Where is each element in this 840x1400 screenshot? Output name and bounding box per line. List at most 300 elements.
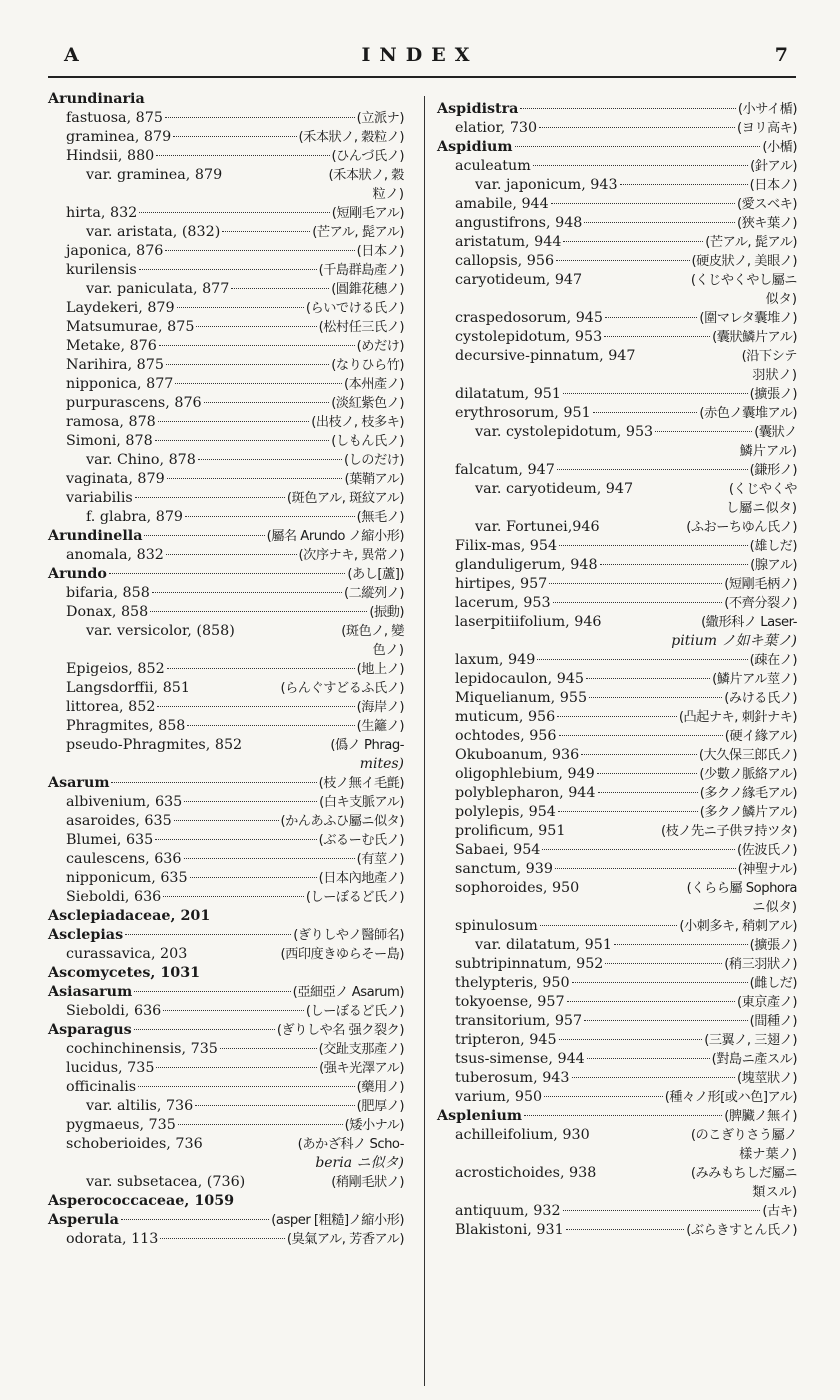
species-entry — [48, 166, 404, 185]
entry-gloss: (無毛ノ) — [356, 510, 404, 525]
entry-name: asaroides, 635 — [66, 813, 172, 829]
entry-name: var. dilatatum, 951 — [475, 937, 612, 953]
genus-entry — [437, 138, 797, 157]
entry-name: f. glabra, 879 — [86, 509, 184, 525]
species-entry — [437, 157, 797, 176]
dot-leader — [597, 773, 698, 774]
entry-name: dilatatum, 951 — [455, 386, 561, 402]
entry-name: Filix-mas, 954 — [455, 538, 558, 554]
entry-name: caulescens, 636 — [66, 851, 182, 867]
entry-name: Asclepias — [48, 927, 124, 943]
entry-name: Blumei, 635 — [66, 832, 154, 848]
genus-entry — [48, 565, 404, 584]
species-entry — [48, 489, 404, 508]
entry-gloss: (狹キ葉ノ) — [736, 216, 797, 231]
species-entry — [48, 660, 404, 679]
species-entry — [437, 727, 797, 746]
dot-leader — [581, 754, 697, 755]
entry-gloss: (稍三羽狀ノ) — [724, 957, 797, 972]
entry-name: var. versicolor, (858) — [86, 623, 235, 639]
entry-gloss: (三翼ノ, 三翅ノ) — [704, 1033, 797, 1048]
species-entry — [437, 1069, 797, 1088]
entry-gloss: (沿下シテ — [741, 349, 797, 364]
entry-name: var. japonicum, 943 — [475, 177, 618, 193]
entry-gloss: (めだけ) — [356, 339, 404, 354]
entry-gloss: (佐波氏ノ) — [736, 843, 797, 858]
entry-gloss: (あかざ科ノ Scho- — [297, 1137, 404, 1152]
dot-leader — [195, 1105, 354, 1106]
entry-gloss: (多クノ鱗片アル) — [699, 805, 797, 820]
genus-entry — [48, 90, 404, 109]
entry-gloss: (本州產ノ) — [343, 377, 404, 392]
entry-gloss: (不齊分裂ノ) — [724, 596, 797, 611]
entry-name: var. caryotideum, 947 — [475, 481, 634, 497]
dot-leader — [138, 1086, 355, 1087]
entry-gloss: (古キ) — [762, 1204, 797, 1219]
dot-leader — [139, 212, 330, 213]
entry-gloss: (ぎりしやノ醫師名) — [293, 928, 404, 943]
entry-gloss-continuation: 樣ナ葉ノ) — [739, 1147, 797, 1162]
species-entry — [437, 689, 797, 708]
entry-name: varium, 950 — [455, 1089, 543, 1105]
entry-name: anomala, 832 — [66, 547, 164, 563]
genus-entry — [48, 1192, 404, 1211]
entry-name: Asperococcaceae, 1059 — [48, 1193, 235, 1209]
entry-name: Hindsii, 880 — [66, 148, 155, 164]
species-entry — [48, 318, 404, 337]
entry-gloss-continuation: 鱗片アル) — [739, 444, 797, 459]
entry-name: decursive-pinnatum, 947 — [455, 348, 636, 364]
species-entry — [48, 546, 404, 565]
entry-name: cystolepidotum, 953 — [455, 329, 603, 345]
species-entry — [48, 1173, 404, 1192]
entry-gloss: (擴張ノ) — [749, 387, 797, 402]
entry-gloss: (のこぎりさう屬ノ — [690, 1128, 797, 1143]
dot-leader — [220, 1048, 317, 1049]
species-entry — [48, 888, 404, 907]
entry-gloss: (疎在ノ) — [749, 653, 797, 668]
species-entry — [48, 204, 404, 223]
entry-gloss: (振動) — [369, 605, 404, 620]
genus-entry — [48, 1211, 404, 1230]
entry-name: fastuosa, 875 — [66, 110, 163, 126]
entry-name: aculeatum — [455, 158, 531, 174]
entry-name: vaginata, 879 — [66, 471, 165, 487]
species-entry — [48, 508, 404, 527]
dot-leader — [184, 858, 355, 859]
entry-gloss: (小サイ楯) — [737, 102, 797, 117]
genus-entry — [48, 1021, 404, 1040]
left-column — [48, 90, 404, 1249]
entry-gloss: (間種ノ) — [749, 1014, 797, 1029]
header-title: INDEX — [361, 44, 479, 66]
entry-name: purpurascens, 876 — [66, 395, 202, 411]
entry-name: tokyoense, 957 — [455, 994, 565, 1010]
dot-leader — [587, 1058, 710, 1059]
dot-leader — [156, 155, 329, 156]
entry-gloss: (asper [粗糙]ノ縮小形) — [271, 1213, 404, 1228]
entry-name: pygmaeus, 735 — [66, 1117, 176, 1133]
entry-gloss: (短剛毛アル) — [331, 206, 404, 221]
entry-name: Asclepiadaceae, 201 — [48, 908, 211, 924]
genus-entry — [48, 926, 404, 945]
entry-name: tsus-simense, 944 — [455, 1051, 585, 1067]
species-entry — [437, 1202, 797, 1221]
species-entry — [437, 613, 797, 632]
entry-gloss: (ひんづ氏ノ) — [331, 149, 404, 164]
entry-gloss: (斑色アル, 斑紋アル) — [286, 491, 404, 506]
entry-name: polyblepharon, 944 — [455, 785, 596, 801]
species-entry — [48, 147, 404, 166]
entry-gloss: (塊莖狀ノ) — [736, 1071, 797, 1086]
dot-leader — [584, 222, 735, 223]
genus-entry — [48, 774, 404, 793]
dot-leader — [563, 1210, 761, 1211]
entry-name: Donax, 858 — [66, 604, 149, 620]
entry-name: achilleifolium, 930 — [455, 1127, 590, 1143]
entry-name: acrostichoides, 938 — [455, 1165, 597, 1181]
entry-gloss: (禾本狀ノ, 穀粒ノ) — [298, 130, 404, 145]
entry-gloss: (しーぼるど氏ノ) — [305, 1004, 404, 1019]
dot-leader — [551, 203, 735, 204]
entry-name: Asplenium — [437, 1108, 523, 1124]
entry-name: callopsis, 956 — [455, 253, 555, 269]
dot-leader — [157, 706, 354, 707]
species-entry — [48, 242, 404, 261]
entry-name: nipponica, 877 — [66, 376, 174, 392]
dot-leader — [165, 250, 354, 251]
entry-gloss: (枝ノ無イ毛氈) — [318, 776, 404, 791]
entry-gloss: (擴張ノ) — [749, 938, 797, 953]
species-entry — [437, 784, 797, 803]
species-entry — [48, 1097, 404, 1116]
entry-gloss: (硬皮狀ノ, 美眼ノ) — [691, 254, 797, 269]
dot-leader — [584, 1020, 748, 1021]
entry-gloss: (みける氏ノ) — [724, 691, 797, 706]
dot-leader — [655, 431, 752, 432]
dot-leader — [520, 108, 735, 109]
dot-leader — [620, 184, 748, 185]
entry-gloss: (二縱列ノ) — [343, 586, 404, 601]
dot-leader — [190, 877, 317, 878]
species-entry — [437, 860, 797, 879]
dot-leader — [600, 564, 749, 565]
species-entry — [437, 708, 797, 727]
entry-gloss-continuation: 色ノ) — [372, 643, 404, 658]
entry-name: var. paniculata, 877 — [86, 281, 230, 297]
entry-name: Sieboldi, 636 — [66, 889, 162, 905]
species-entry — [48, 603, 404, 622]
species-entry — [437, 746, 797, 765]
dot-leader — [555, 868, 736, 869]
entry-name: subtripinnatum, 952 — [455, 956, 604, 972]
entry-name: sanctum, 939 — [455, 861, 553, 877]
species-entry — [437, 518, 797, 537]
header-rule — [48, 76, 796, 78]
species-entry — [437, 670, 797, 689]
species-entry — [48, 1116, 404, 1135]
species-entry — [437, 841, 797, 860]
entry-name: polylepis, 954 — [455, 804, 556, 820]
dot-leader — [549, 583, 722, 584]
entry-gloss: (脾臟ノ無イ) — [724, 1109, 797, 1124]
species-entry — [437, 119, 797, 138]
dot-leader — [557, 716, 677, 717]
species-entry — [48, 679, 404, 698]
species-entry — [48, 375, 404, 394]
species-entry — [437, 480, 797, 499]
species-entry — [48, 413, 404, 432]
dot-leader — [515, 146, 761, 147]
dot-leader — [166, 364, 329, 365]
entry-gloss: (なりひら竹) — [331, 358, 404, 373]
entry-name: kurilensis — [66, 262, 137, 278]
entry-gloss: (松村任三氏ノ) — [318, 320, 404, 335]
dot-leader — [593, 412, 698, 413]
dot-leader — [539, 127, 735, 128]
entry-gloss: (强キ光澤アル) — [319, 1061, 404, 1076]
entry-name: thelypteris, 950 — [455, 975, 570, 991]
entry-gloss: (有莖ノ) — [356, 852, 404, 867]
species-entry — [48, 337, 404, 356]
dot-leader — [566, 1229, 685, 1230]
entry-gloss: (ぎりしや名 强ク裂ク) — [276, 1023, 404, 1038]
entry-gloss: (芒アル, 髭アル) — [312, 225, 404, 240]
species-entry — [48, 717, 404, 736]
entry-name: hirta, 832 — [66, 205, 138, 221]
species-entry — [437, 936, 797, 955]
dot-leader — [111, 782, 316, 783]
entry-gloss: (日本ノ) — [356, 244, 404, 259]
entry-name: lacerum, 953 — [455, 595, 551, 611]
species-entry — [48, 394, 404, 413]
entry-name: officinalis — [66, 1079, 137, 1095]
species-entry — [437, 309, 797, 328]
entry-name: var. cystolepidotum, 953 — [475, 424, 654, 440]
entry-name: Blakistoni, 931 — [455, 1222, 564, 1238]
entry-gloss: (圓錐花穗ノ) — [331, 282, 404, 297]
species-entry — [437, 404, 797, 423]
species-entry — [437, 1088, 797, 1107]
entry-gloss-continuation: beria ニ似タ) — [315, 1155, 404, 1171]
dot-leader — [586, 678, 710, 679]
species-entry — [437, 993, 797, 1012]
entry-name: antiquum, 932 — [455, 1203, 561, 1219]
entry-name: Asarum — [48, 775, 110, 791]
entry-gloss: (生籬ノ) — [356, 719, 404, 734]
entry-gloss: (日本ノ) — [749, 178, 797, 193]
dot-leader — [160, 1238, 285, 1239]
entry-name: Aspidium — [437, 139, 513, 155]
entry-name: Sieboldi, 636 — [66, 1003, 162, 1019]
entry-name: Phragmites, 858 — [66, 718, 186, 734]
entry-name: var. aristata, (832) — [86, 224, 221, 240]
dot-leader — [231, 288, 329, 289]
dot-leader — [563, 241, 703, 242]
dot-leader — [187, 725, 354, 726]
entry-gloss: (くじやくや — [728, 482, 797, 497]
entry-gloss: (硬イ緣アル) — [724, 729, 797, 744]
dot-leader — [177, 307, 304, 308]
entry-name: Matsumurae, 875 — [66, 319, 195, 335]
dot-leader — [196, 326, 316, 327]
entry-gloss-continuation: pitium ノ如キ葉ノ) — [671, 633, 797, 649]
dot-leader — [109, 573, 345, 574]
genus-entry — [48, 527, 404, 546]
dot-leader — [567, 1001, 735, 1002]
species-entry — [48, 432, 404, 451]
dot-leader — [540, 925, 678, 926]
dot-leader — [166, 554, 297, 555]
entry-gloss: (淡紅紫色ノ) — [331, 396, 404, 411]
species-entry — [437, 461, 797, 480]
entry-gloss-continuation: ニ似タ) — [752, 900, 797, 915]
entry-name: elatior, 730 — [455, 120, 538, 136]
entry-gloss: (赤色ノ囊堆アル) — [699, 406, 797, 421]
entry-gloss: (芒アル, 髭アル) — [705, 235, 797, 250]
dot-leader — [563, 393, 748, 394]
entry-gloss: (斑色ノ, 變 — [341, 624, 404, 639]
entry-name: muticum, 956 — [455, 709, 556, 725]
entry-gloss: (みみもちしだ屬ニ — [690, 1166, 797, 1181]
entry-gloss: (東京產ノ) — [736, 995, 797, 1010]
entry-name: var. Fortunei,946 — [475, 519, 600, 535]
dot-leader — [559, 1039, 703, 1040]
species-entry — [437, 955, 797, 974]
column-spacer — [437, 90, 797, 100]
species-entry — [437, 1031, 797, 1050]
entry-name: Langsdorffii, 851 — [66, 680, 190, 696]
dot-leader — [589, 697, 722, 698]
species-entry — [437, 252, 797, 271]
dot-leader — [572, 1077, 735, 1078]
entry-gloss: (肥厚ノ) — [356, 1099, 404, 1114]
species-entry — [437, 214, 797, 233]
dot-leader — [558, 811, 698, 812]
species-entry — [48, 945, 404, 964]
entry-gloss: (臭氣アル, 芳香アル) — [286, 1232, 404, 1247]
species-entry — [48, 128, 404, 147]
entry-gloss: (ふおーちゆん氏ノ) — [686, 520, 797, 535]
species-entry — [437, 176, 797, 195]
right-column — [437, 90, 797, 1240]
entry-name: var. graminea, 879 — [86, 167, 223, 183]
entry-gloss: (ヨリ高キ) — [736, 121, 797, 136]
entry-gloss: (くらら屬 Sophora — [686, 881, 797, 896]
entry-name: ochtodes, 956 — [455, 728, 557, 744]
dot-leader — [175, 383, 342, 384]
species-entry — [437, 328, 797, 347]
entry-gloss: (ぶらきすとん氏ノ) — [686, 1223, 797, 1238]
dot-leader — [185, 516, 355, 517]
species-entry — [437, 917, 797, 936]
header-letter: A — [64, 44, 79, 66]
entry-name: Metake, 876 — [66, 338, 157, 354]
entry-name: Miquelianum, 955 — [455, 690, 588, 706]
genus-entry — [48, 983, 404, 1002]
species-entry — [48, 1230, 404, 1249]
genus-entry — [437, 1107, 797, 1126]
entry-name: oligophlebium, 949 — [455, 766, 595, 782]
entry-name: Ascomycetes, 1031 — [48, 965, 201, 981]
entry-gloss: (禾本狀ノ, 穀 — [328, 168, 404, 183]
entry-gloss: (對島ニ產スル) — [711, 1052, 797, 1067]
dot-leader — [572, 982, 748, 983]
entry-name: japonica, 876 — [66, 243, 164, 259]
entry-name: var. Chino, 878 — [86, 452, 196, 468]
entry-name: transitorium, 957 — [455, 1013, 583, 1029]
entry-gloss: (種々ノ形[或ハ色]アル) — [664, 1090, 797, 1105]
dot-leader — [614, 944, 748, 945]
entry-gloss: (しーぼるど氏ノ) — [305, 890, 404, 905]
dot-leader — [156, 1067, 317, 1068]
entry-gloss: (海岸ノ) — [356, 700, 404, 715]
species-entry — [437, 195, 797, 214]
species-entry — [48, 622, 404, 641]
entry-gloss: (腺アル) — [750, 558, 797, 573]
species-entry — [437, 1050, 797, 1069]
entry-name: lucidus, 735 — [66, 1060, 155, 1076]
dot-leader — [134, 1029, 275, 1030]
entry-gloss: (あし[蘆]) — [347, 567, 404, 582]
species-entry — [437, 1126, 797, 1145]
species-entry — [48, 1040, 404, 1059]
dot-leader — [178, 1124, 343, 1125]
species-entry — [48, 869, 404, 888]
entry-gloss: (日本內地產ノ) — [318, 871, 404, 886]
species-entry — [437, 803, 797, 822]
dot-leader — [544, 1096, 663, 1097]
entry-gloss: (西印度きゆらそー島) — [280, 947, 404, 962]
entry-name: variabilis — [66, 490, 133, 506]
entry-gloss: (小刺多キ, 稍刺アル) — [679, 919, 797, 934]
entry-name: curassavica, 203 — [66, 946, 188, 962]
entry-gloss: (かんあふひ屬ニ似タ) — [280, 814, 404, 829]
dot-leader — [167, 668, 355, 669]
entry-name: laxum, 949 — [455, 652, 536, 668]
page-number: 7 — [774, 44, 788, 66]
entry-gloss: (出枝ノ, 枝多キ) — [311, 415, 404, 430]
dot-leader — [139, 269, 317, 270]
entry-gloss: (雄しだ) — [749, 539, 797, 554]
entry-name: sophoroides, 950 — [455, 880, 580, 896]
dot-leader — [134, 991, 290, 992]
dot-leader — [557, 469, 748, 470]
entry-name: Sabaei, 954 — [455, 842, 541, 858]
dot-leader — [121, 1219, 269, 1220]
entry-gloss: (千島群島產ノ) — [318, 263, 404, 278]
entry-name: Asperula — [48, 1212, 119, 1228]
entry-gloss: (凸起ナキ, 刺針ナキ) — [678, 710, 797, 725]
species-entry — [437, 423, 797, 442]
species-entry — [48, 109, 404, 128]
entry-name: craspedosorum, 945 — [455, 310, 603, 326]
dot-leader — [144, 535, 264, 536]
species-entry — [437, 537, 797, 556]
entry-name: tripteron, 945 — [455, 1032, 557, 1048]
entry-gloss: (囊狀鱗片アル) — [712, 330, 797, 345]
species-entry — [48, 470, 404, 489]
entry-name: falcatum, 947 — [455, 462, 555, 478]
entry-gloss: (雌しだ) — [749, 976, 797, 991]
dot-leader — [163, 1010, 304, 1011]
entry-gloss: (鎌形ノ) — [749, 463, 797, 478]
genus-entry — [437, 100, 797, 119]
entry-name: schoberioides, 736 — [66, 1136, 203, 1152]
entry-name: angustifrons, 948 — [455, 215, 583, 231]
species-entry — [437, 233, 797, 252]
dot-leader — [605, 963, 722, 964]
